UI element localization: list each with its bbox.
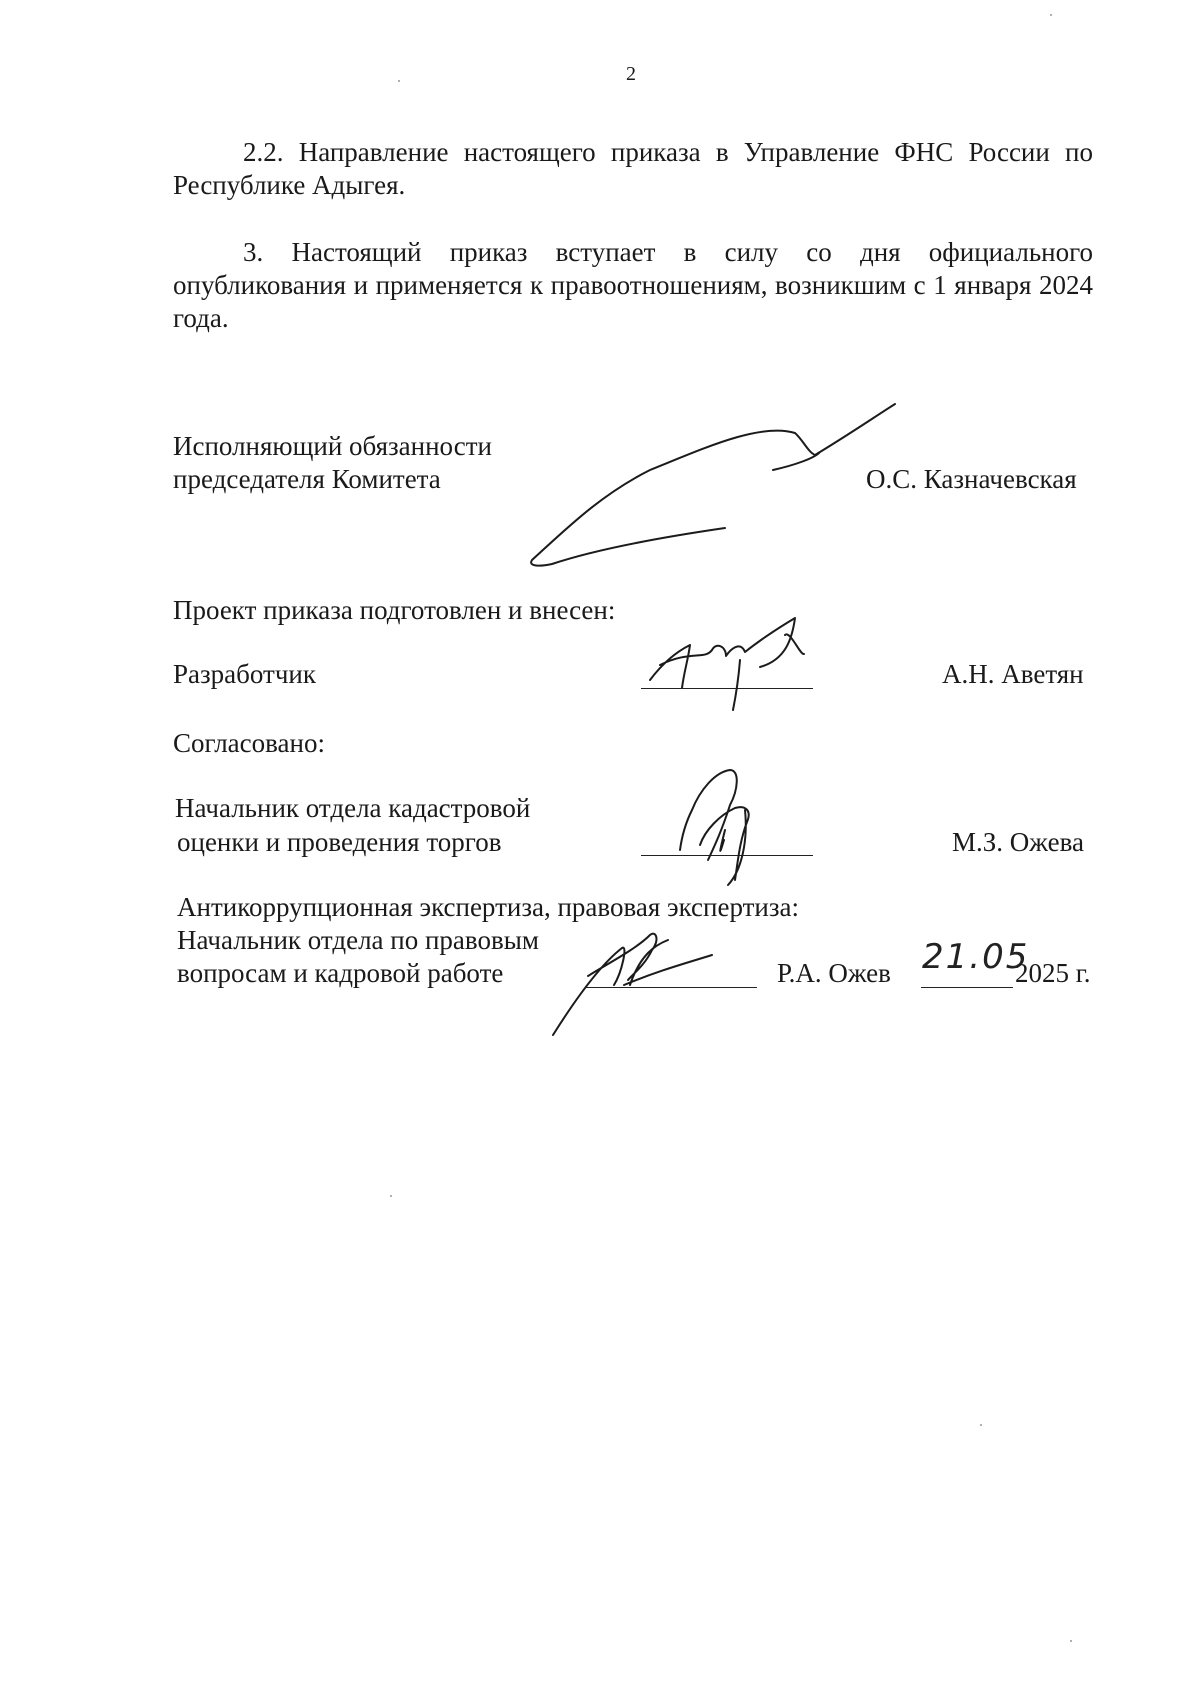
agreed-heading: Согласовано: [173,728,325,758]
signatory-name: О.С. Казначевская [866,464,1077,494]
expertise-signature [553,934,712,1035]
scan-speck [980,1424,982,1426]
scan-speck [1070,1640,1072,1642]
signatory-title-line1: Исполняющий обязанности [173,431,492,461]
expertise-role-line2: вопросам и кадровой работе [177,958,504,988]
agreed-signature-line [641,855,813,856]
developer-name: А.Н. Аветян [942,659,1084,689]
developer-signature-line [641,688,813,689]
prepared-heading: Проект приказа подготовлен и внесен: [173,595,616,625]
chair-signature [531,404,895,566]
scan-speck [390,1195,392,1197]
agreed-role-line1: Начальник отдела кадастровой [175,793,531,823]
agreed-signature [680,770,749,885]
developer-signature [650,618,804,710]
agreed-name: М.З. Ожева [952,827,1084,857]
handwritten-date: 21.05 [922,937,1030,977]
scan-speck [1050,14,1052,16]
paragraph-3 [173,236,1093,335]
page-number: 2 [626,63,636,85]
scan-speck [398,80,400,82]
date-line [921,987,1013,988]
expertise-heading: Антикоррупционная экспертиза, правовая экспертиза: [177,892,800,922]
expertise-role-line1: Начальник отдела по правовым [177,925,539,955]
expertise-signature-line [585,987,757,988]
year-suffix: 2025 г. [1015,958,1091,988]
paragraph-2-2 [173,136,1093,202]
agreed-role-line2: оценки и проведения торгов [177,827,502,857]
paragraph-3-text: 3. Настоящий приказ вступает в силу со дня официального опубликования и применяется к правоотношениям, возникшим с 1 января 2024 года. [173,237,1093,333]
signatory-title-line2: председателя Комитета [173,464,441,494]
paragraph-2-2-text: 2.2. Направление настоящего приказа в Управление ФНС России по Республике Адыгея. [173,137,1093,200]
developer-label: Разработчик [173,659,316,689]
expertise-name: Р.А. Ожев [777,958,891,988]
